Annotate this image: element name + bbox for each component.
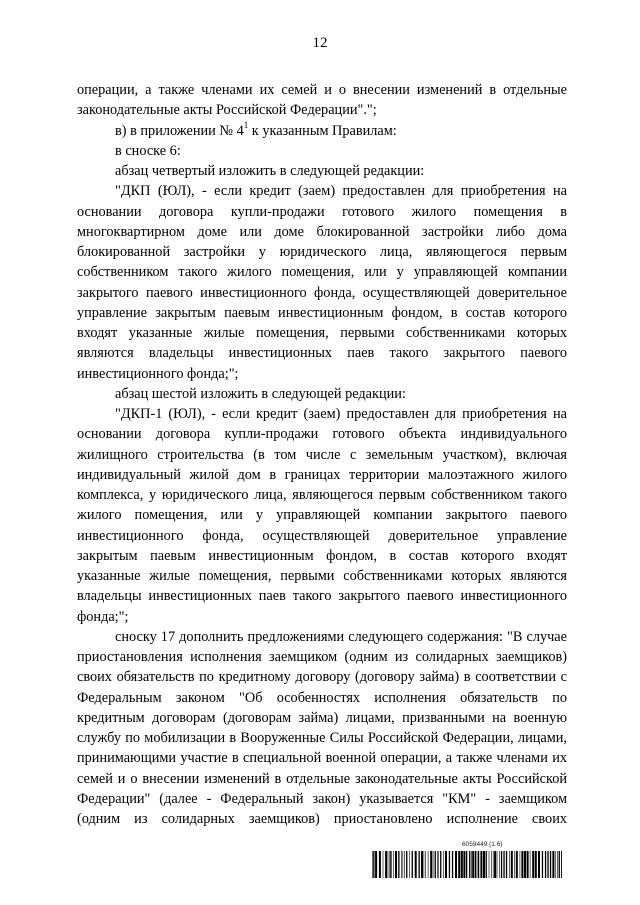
barcode-image [372,851,562,878]
page-number: 12 [312,35,328,51]
barcode-label: 6059449 (1.6) [462,841,503,848]
paragraph [77,121,567,141]
paragraph: операции, а также членами их семей и о внесении изменений в отдельные законодательные акты Российской Федерации"."; [77,82,567,119]
paragraph: абзац шестой изложить в следующей редакции: [115,385,406,402]
paragraph: сноску 17 дополнить предложениями следующего содержания: "В случае приостановления исполнения заемщиком (одним из солидарных заемщиков) своих обязательств по кредитному договору (договору займа) в соответствии с Федеральным законом "Об особенностях исполнения обязательств по кредитным договорам (договорам займа) лицами, призванными на военную службу по мобилизации в Вооруженные Силы Российской Федерации, лицами, принимающими участие в специальной военной операции, а также членами их семей и о внесении изменений в отдельные законодательные акты Российской Федерации" (далее - Федеральный закон) указывается "КМ" - заемщиком (одним из солидарных заемщиков) приостановлено исполнение своих [77,628,567,827]
paragraph: в сноске 6: [115,142,181,159]
paragraph: абзац четвертый изложить в следующей редакции: [115,163,425,179]
document-body [77,80,567,829]
paragraph: "ДКП (ЮЛ), - если кредит (заем) предоставлен для приобретения на основании договора купли-продажи готового жилого помещения в многоквартирном доме или доме блокированной застройки либо дома блокированной застройки у юридического лица, являющегося первым собственником такого жилого помещения, или у управляющей компании закрытого паевого инвестиционного фонда, осуществляющей доверительное управление закрытым паевым инвестиционным фондом, в состав которого входят указанные жилые помещения, первыми собственниками которых являются владельцы инвестиционных паев такого закрытого паевого инвестиционного фонда;"; [77,183,567,382]
paragraph-text: к указанным Правилам: [248,122,397,139]
paragraph-text: в) в приложении № 4 [115,122,244,139]
superscript: 1 [243,119,249,130]
paragraph: "ДКП-1 (ЮЛ), - если кредит (заем) предоставлен для приобретения на основании договора купли-продажи готового объекта индивидуального жилищного строительства (в том числе с земельным участком), включая индивидуальный жилой дом в границах территории малоэтажного жилого комплекса, у юридического лица, являющегося первым собственником такого жилого помещения, или у управляющей компании закрытого паевого инвестиционного фонда, осуществляющей доверительное управление закрытым паевым инвестиционным фондом, в состав которого входят указанные жилые помещения, первыми собственниками которых являются владельцы инвестиционных паев такого закрытого паевого инвестиционного фонда;"; [77,406,567,625]
